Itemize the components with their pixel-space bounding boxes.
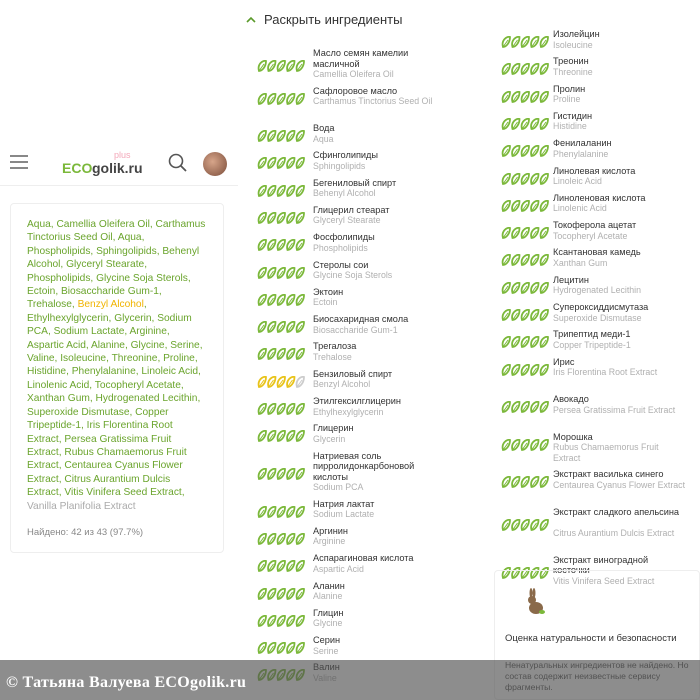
ingredient-name-ru[interactable]: Глицерин <box>313 423 354 434</box>
ingredient-name-ru[interactable]: Трегалоза <box>313 341 357 352</box>
ingredient-name-ru[interactable]: Фосфолипиды <box>313 232 375 243</box>
safety-rating-leaves <box>501 36 549 48</box>
ingredient-name-inci: Aqua <box>313 133 334 144</box>
ingredients-segment: Aqua, Camellia Oleifera Oil, Carthamus Tinctorius Seed Oil, Aqua, Phospholipids, Sphingolipids, Behenyl Alcohol, Glyceryl Stearate, Phospholipids, Glycine Soja Sterols, Ectoin, Biosaccharide Gum-1, Trehalose, <box>27 219 206 311</box>
ingredient-name-ru[interactable]: Трипептид меди-1 <box>553 329 631 340</box>
ingredient-name-inci: Copper Tripeptide-1 <box>553 339 631 350</box>
ingredient-name-ru[interactable]: Глицин <box>313 607 344 618</box>
safety-rating-leaves <box>257 93 305 105</box>
ingredient-name-ru[interactable]: Аспарагиновая кислота <box>313 553 414 564</box>
safety-rating-leaves <box>501 91 549 103</box>
ingredients-segment: , Ethylhexylglycerin, Glycerin, Sodium PCA, Sodium Lactate, Arginine, Aspartic Acid, Alanine, Glycine, Serine, Valine, Isoleucine, Threonine, Proline, Histidine, Phenylalanine, Linoleic Acid, Linolenic Acid, Tocopheryl Acetate, Xanthan Gum, Hydrogenated Lecithin, Superoxide Dismutase, Copper Tripeptide-1, Iris Florentina Root Extract, Persea Gratissima Fruit Extract, Rubus Chamaemorus Fruit Extract, Centaurea Cyanus Flower Extract, Citrus Aurantium Dulcis Extract, Vitis Vinifera Seed Extract, <box>27 299 203 499</box>
safety-rating-leaves <box>501 309 549 321</box>
safety-rating-leaves <box>257 468 305 480</box>
ingredient-name-ru[interactable]: Эктоин <box>313 286 344 297</box>
ingredient-name-inci: Citrus Aurantium Dulcis Extract <box>553 527 675 538</box>
safety-rating-leaves <box>257 376 305 388</box>
ingredient-name-inci: Persea Gratissima Fruit Extract <box>553 404 676 415</box>
safety-rating-leaves <box>257 533 305 545</box>
ingredient-name-inci: Ectoin <box>313 297 338 308</box>
site-logo[interactable] <box>62 148 142 180</box>
safety-rating-leaves <box>257 294 305 306</box>
ingredient-name-ru[interactable]: Ксантановая камедь <box>553 247 641 258</box>
ingredient-name-ru[interactable]: Изолейцин <box>553 29 600 39</box>
safety-rating-leaves <box>257 212 305 224</box>
ingredients-box <box>10 203 224 553</box>
ingredient-name-inci: Serine <box>313 645 339 656</box>
expand-ingredients-label: Раскрыть ингредиенты <box>264 12 403 27</box>
ingredient-name-inci: Sodium PCA <box>313 482 364 493</box>
ingredient-name-ru[interactable]: Аргинин <box>313 525 349 536</box>
safety-rating-leaves <box>257 60 305 72</box>
ingredient-name-ru[interactable]: Линолевая кислота <box>553 165 636 176</box>
hare-icon <box>523 588 547 616</box>
watermark-text: © Татьяна Валуева ECOgolik.ru <box>6 674 247 691</box>
ingredient-name-inci: Linolenic Acid <box>553 203 607 214</box>
ingredient-name-ru[interactable]: Натрия лактат <box>313 498 375 509</box>
ingredient-name-ru[interactable]: Бегениловый спирт <box>313 177 397 188</box>
user-avatar[interactable] <box>203 152 227 176</box>
ingredient-name-ru[interactable]: Супероксиддисмутаза <box>553 302 649 312</box>
ingredient-name-ru[interactable]: Глицерил стеарат <box>313 204 390 215</box>
safety-rating-leaves <box>501 63 549 75</box>
safety-rating-leaves <box>257 642 305 654</box>
ingredient-name-inci: Tocopheryl Acetate <box>553 230 628 241</box>
ingredient-name-inci: Histidine <box>553 121 587 132</box>
safety-rating-leaves <box>501 173 549 185</box>
ingredient-name-ru[interactable]: Стеролы сои <box>313 259 369 270</box>
safety-rating-leaves <box>257 321 305 333</box>
chevron-up-icon <box>246 12 256 22</box>
safety-rating-leaves <box>501 145 549 157</box>
ingredient-name-inci: Arginine <box>313 536 346 547</box>
left-panel <box>0 0 238 700</box>
ingredient-name-inci: Vitis Vinifera Seed Extract <box>553 575 655 586</box>
ingredient-name-inci: Benzyl Alcohol <box>313 379 371 390</box>
ingredient-name-inci: Ethylhexylglycerin <box>313 406 384 417</box>
menu-icon[interactable] <box>10 155 28 169</box>
ingredient-name-inci: Glycerin <box>313 433 346 444</box>
ingredient-name-inci: Alanine <box>313 591 343 601</box>
ingredient-name-ru[interactable]: Экстракт виноградной косточки <box>553 554 649 576</box>
ingredient-name-ru[interactable]: Линоленовая кислота <box>553 192 646 203</box>
safety-rating-leaves <box>257 348 305 360</box>
ingredient-name-inci: Sodium Lactate <box>313 509 375 520</box>
ingredient-name-ru[interactable]: Гистидин <box>553 110 593 121</box>
safety-rating-leaves <box>257 506 305 518</box>
safety-rating-leaves <box>257 403 305 415</box>
ingredients-segment: Benzyl Alcohol <box>77 299 144 311</box>
safety-rating-leaves <box>501 519 549 531</box>
ingredient-name-inci: Rubus Chamaemorus Fruit Extract <box>553 442 659 463</box>
ingredient-name-ru[interactable]: Этилгексилглицерин <box>313 396 401 406</box>
ingredient-name-ru[interactable]: Экстракт сладкого апельсина <box>553 506 680 517</box>
ingredient-name-inci: Glycine <box>313 618 343 629</box>
safety-rating-leaves <box>501 401 549 413</box>
found-count: Найдено: 42 из 43 (97.7%) <box>27 526 144 538</box>
ingredient-name-inci: Carthamus Tinctorius Seed Oil <box>313 96 433 106</box>
ingredient-name-inci: Linoleic Acid <box>553 176 602 186</box>
ingredient-name-ru[interactable]: Пролин <box>553 83 586 94</box>
expand-ingredients-toggle[interactable] <box>246 12 402 27</box>
ingredient-name-inci: Superoxide Dismutase <box>553 312 642 323</box>
ingredient-name-inci: Behenyl Alcohol <box>313 188 376 199</box>
ingredient-name-inci: Centaurea Cyanus Flower Extract <box>553 479 686 490</box>
safety-rating-leaves <box>501 439 549 451</box>
safety-rating-leaves <box>257 239 305 251</box>
ingredient-name-ru[interactable]: Аланин <box>313 580 345 591</box>
safety-rating-leaves <box>257 267 305 279</box>
ingredients-segment: Vanilla Planifolia Extract <box>27 500 136 512</box>
ingredient-name-ru[interactable]: Ирис <box>553 356 575 367</box>
ingredient-name-inci: Hydrogenated Lecithin <box>553 285 642 296</box>
ingredient-name-inci: Iris Florentina Root Extract <box>553 367 658 378</box>
safety-rating-leaves <box>501 118 549 130</box>
ingredient-name-inci: Aspartic Acid <box>313 563 364 574</box>
logo-eco: ECO <box>62 160 93 176</box>
ingredient-name-inci: Isoleucine <box>553 39 593 50</box>
ingredients-text <box>27 218 207 513</box>
ingredient-name-inci: Glycine Soja Sterols <box>313 270 393 280</box>
ingredient-name-inci: Sphingolipids <box>313 160 366 171</box>
safety-rating-leaves <box>257 185 305 197</box>
safety-rating-leaves <box>257 430 305 442</box>
logo-plus: plus <box>114 150 131 160</box>
ingredient-name-ru[interactable]: Бензиловый спирт <box>313 368 393 379</box>
safety-rating-leaves <box>257 560 305 572</box>
ingredient-name-inci: Glyceryl Stearate <box>313 215 381 226</box>
ingredient-name-inci: Trehalose <box>313 351 352 362</box>
rating-title: Оценка натуральности и безопасности <box>505 633 677 644</box>
ingredient-name-ru[interactable]: Треонин <box>553 56 589 67</box>
ingredient-name-ru[interactable]: Серин <box>313 635 341 646</box>
ingredient-name-inci: Biosaccharide Gum-1 <box>313 324 398 335</box>
ingredient-name-ru[interactable]: Токоферола ацетат <box>553 220 637 231</box>
ingredient-name-ru[interactable]: Вода <box>313 123 335 133</box>
ingredient-name-ru[interactable]: Биосахаридная смола <box>313 314 409 325</box>
ingredient-name-ru[interactable]: Экстракт василька синего <box>553 469 664 480</box>
ingredient-name-inci: Proline <box>553 94 581 105</box>
ingredient-name-inci: Phospholipids <box>313 242 368 253</box>
ingredient-name-ru[interactable]: Лецитин <box>553 274 589 285</box>
ingredient-name-inci: Xanthan Gum <box>553 257 608 268</box>
ingredient-name-inci: Phenylalanine <box>553 148 609 159</box>
safety-rating-leaves <box>257 130 305 142</box>
safety-rating-leaves <box>501 200 549 212</box>
safety-rating-leaves <box>501 336 549 348</box>
safety-rating-leaves <box>501 364 549 376</box>
ingredient-name-ru[interactable]: Натриевая соль пирролидонкарбоновой кислоты <box>313 450 415 482</box>
ingredient-name-ru[interactable]: Авокадо <box>553 394 589 405</box>
safety-rating-leaves <box>501 282 549 294</box>
ingredient-name-ru[interactable]: Сафлоровое масло <box>313 85 398 96</box>
ingredient-name-inci: Threonine <box>553 66 593 77</box>
safety-rating-leaves <box>257 588 305 600</box>
ingredient-name-ru[interactable]: Масло семян камелии масличной <box>313 48 409 69</box>
logo-golik: golik.ru <box>92 160 143 176</box>
safety-rating-leaves <box>501 227 549 239</box>
safety-rating-leaves <box>257 157 305 169</box>
ingredient-name-ru[interactable]: Морошка <box>553 431 593 442</box>
safety-rating-leaves <box>257 615 305 627</box>
ingredient-name-inci: Camellia Oleifera Oil <box>313 69 394 79</box>
safety-rating-leaves <box>501 254 549 266</box>
ingredient-name-ru[interactable]: Фенилаланин <box>553 138 612 149</box>
ingredient-name-ru[interactable]: Сфинголипиды <box>313 150 379 161</box>
search-icon[interactable] <box>168 153 188 173</box>
safety-rating-leaves <box>501 476 549 488</box>
